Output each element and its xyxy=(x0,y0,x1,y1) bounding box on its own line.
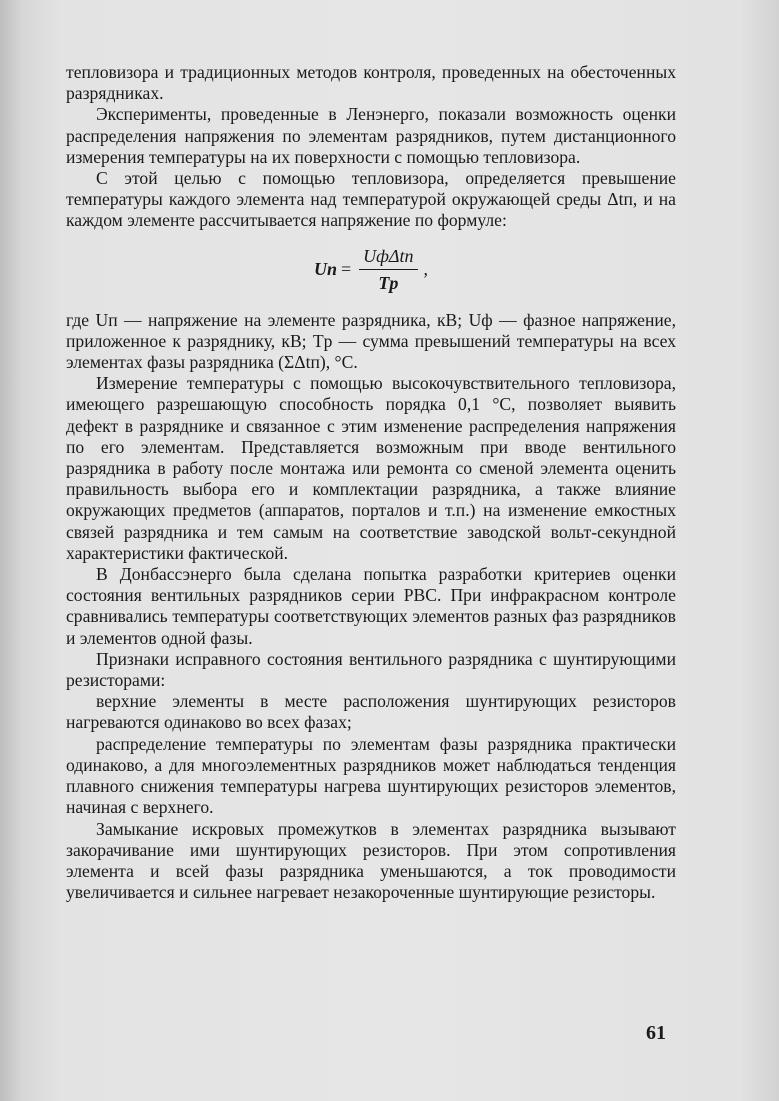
paragraph: тепловизора и традиционных методов контроля, проведенных на обесточенных разрядниках. xyxy=(66,62,676,104)
paragraph: Измерение температуры с помощью высокочувствительного тепловизора, имеющего разрешающую способность порядка 0,1 °С, позволяет выявить дефект в разряднике и связанное с этим изменение распределения напряжения по его элементам. Представляется возможным при вводе вентильного разрядника в работу после монтажа или ремонта со сменой элемента оценить правильность выбора его и комплектации разрядника, а также влияние окружающих предметов (аппаратов, порталов и т.п.) на изменение емкостных связей разрядника и тем самым на соответствие заводской вольт-секундной характеристики фактической. xyxy=(66,373,676,563)
formula-fraction xyxy=(359,245,417,294)
paragraph: Признаки исправного состояния вентильного разрядника с шунтирующими резисторами: xyxy=(66,648,676,691)
paragraph: верхние элементы в месте расположения шунтирующих резисторов нагреваются одинаково во всех фазах; xyxy=(66,691,676,733)
paragraph: В Донбассэнерго была сделана попытка разработки критериев оценки состояния вентильных разрядников серии РВС. При инфракрасном контроле сравнивались температуры соответствующих элементов разных фаз разрядников и элементов одной фазы. xyxy=(66,564,676,648)
paragraph: Эксперименты, проведенные в Ленэнерго, показали возможность оценки распределения напряжения по элементам разрядников, путем дистанционного измерения температуры на их поверхности с помощью тепловизора. xyxy=(66,104,676,167)
paragraph: Замыкание искровых промежутков в элементах разрядника вызывают закорачивание ими шунтирующих резисторов. При этом сопротивления элемента и всей фазы разрядника уменьшаются, а ток проводимости увеличивается и сильнее нагревает незакороченные шунтирующие резисторы. xyxy=(66,818,676,903)
page-number: 61 xyxy=(646,1022,666,1044)
body-text xyxy=(66,62,676,903)
paragraph: распределение температуры по элементам фазы разрядника практически одинаково, а для многоэлементных разрядников может наблюдаться тенденция плавного снижения температуры нагрева шунтирующих резисторов элементов, начиная с верхнего. xyxy=(66,733,676,818)
formula-denominator: Tр xyxy=(378,273,399,294)
formula xyxy=(66,238,676,302)
formula-equals: = xyxy=(341,259,352,280)
paragraph: С этой целью с помощью тепловизора, определяется превышение температуры каждого элемента над температурой окружающей среды Δtп, и на каждом элементе рассчитывается напряжение по формуле: xyxy=(66,168,676,231)
formula-lhs: Uп xyxy=(313,259,337,280)
paragraph: где Uп — напряжение на элементе разрядника, кВ; Uф — фазное напряжение, приложенное к разряднику, кВ; Tр — сумма превышений температуры на всех элементах фазы разрядника (ΣΔtп), °С. xyxy=(66,309,676,373)
formula-comma: , xyxy=(423,259,428,280)
formula-numerator: UфΔtп xyxy=(359,245,417,270)
